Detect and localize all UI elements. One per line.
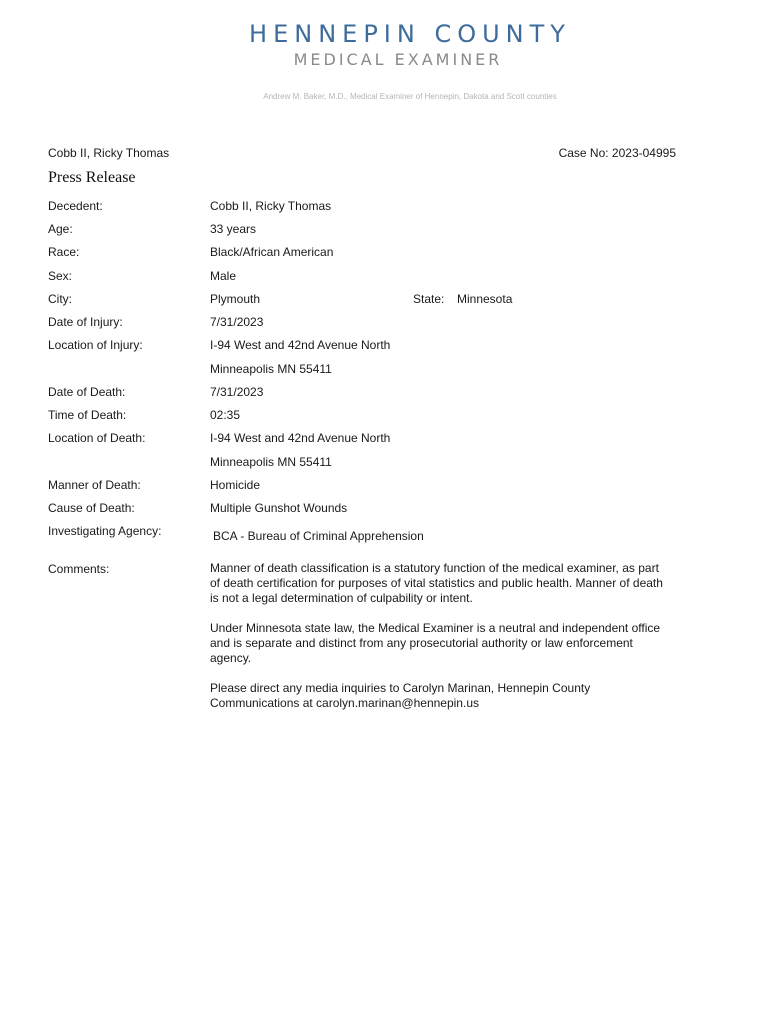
time-of-death-value: 02:35: [210, 408, 241, 422]
location-of-injury-line1: I-94 West and 42nd Avenue North: [210, 338, 391, 352]
state-value: Minnesota: [457, 292, 513, 306]
decedent-value: Cobb II, Ricky Thomas: [210, 199, 332, 213]
comment-paragraph: Under Minnesota state law, the Medical Examiner is a neutral and independent office and is separate and distinct from any prosecutorial authority or law enforcement agency.: [210, 621, 661, 665]
race-value: Black/African American: [210, 245, 334, 259]
location-of-death-line1: I-94 West and 42nd Avenue North: [210, 431, 391, 445]
decedent-label: Decedent:: [48, 199, 103, 213]
date-of-injury-value: 7/31/2023: [210, 315, 264, 329]
time-of-death-label: Time of Death:: [48, 408, 127, 422]
age-value: 33 years: [210, 222, 257, 236]
state-label: State:: [413, 292, 445, 306]
city-value: Plymouth: [210, 292, 261, 306]
sex-label: Sex:: [48, 269, 73, 283]
comment-paragraph: Manner of death classification is a statutory function of the medical examiner, as part of death certification for purposes of vital statistics and public health. Manner of death is not a legal determination of culpability or intent.: [210, 561, 663, 605]
date-of-injury-label: Date of Injury:: [48, 315, 123, 329]
comments-label: Comments:: [48, 562, 110, 576]
age-label: Age:: [48, 222, 73, 236]
city-label: City:: [48, 292, 72, 306]
case-number: Case No: 2023-04995: [558, 146, 676, 160]
decedent-header-name: Cobb II, Ricky Thomas: [48, 146, 170, 160]
county-title: HENNEPIN COUNTY: [249, 20, 571, 48]
examiner-tagline: Andrew M. Baker, M.D., Medical Examiner of Hennepin, Dakota and Scott counties: [263, 92, 557, 101]
sex-value: Male: [210, 269, 237, 283]
manner-of-death-label: Manner of Death:: [48, 478, 141, 492]
comments-text: [210, 561, 670, 726]
date-of-death-label: Date of Death:: [48, 385, 126, 399]
cause-of-death-value: Multiple Gunshot Wounds: [210, 501, 348, 515]
investigating-agency-label: Investigating Agency:: [48, 524, 162, 538]
comment-paragraph: Please direct any media inquiries to Carolyn Marinan, Hennepin County Communications at carolyn.marinan@hennepin.us: [210, 681, 591, 710]
document-title: Press Release: [48, 169, 136, 186]
office-subtitle: MEDICAL EXAMINER: [293, 50, 503, 69]
location-of-injury-label: Location of Injury:: [48, 338, 143, 352]
location-of-injury-line2: Minneapolis MN 55411: [210, 362, 332, 376]
race-label: Race:: [48, 245, 80, 259]
manner-of-death-value: Homicide: [210, 478, 261, 492]
location-of-death-label: Location of Death:: [48, 431, 146, 445]
cause-of-death-label: Cause of Death:: [48, 501, 135, 515]
investigating-agency-value: BCA - Bureau of Criminal Apprehension: [213, 529, 424, 543]
location-of-death-line2: Minneapolis MN 55411: [210, 455, 332, 469]
date-of-death-value: 7/31/2023: [210, 385, 264, 399]
